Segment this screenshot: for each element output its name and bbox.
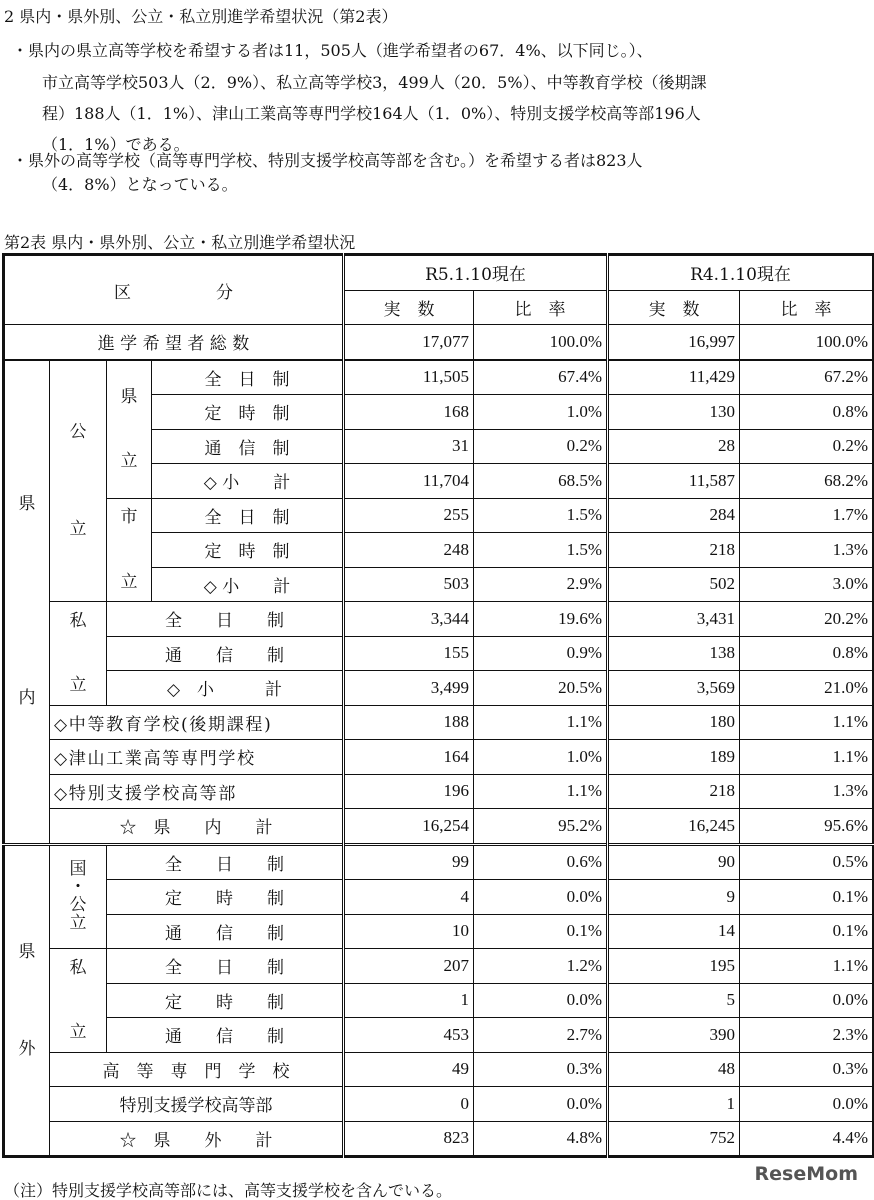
cell: 4.8% (474, 1121, 608, 1157)
cell: 130 (608, 395, 740, 430)
cell: 2.3% (740, 1018, 874, 1053)
cell: 100.0% (740, 325, 874, 360)
row-label: ◇中等教育学校(後期課程) (50, 705, 344, 740)
cell: 3,431 (608, 602, 740, 637)
group-national-public: 国 ・ 公 立 (50, 844, 107, 949)
cell: 11,429 (608, 360, 740, 395)
cell: 16,997 (608, 325, 740, 360)
cell: 503 (344, 567, 474, 602)
admission-table (2, 253, 874, 1158)
resemom-logo: ReseMom (754, 1163, 858, 1185)
cell: 453 (344, 1018, 474, 1053)
cell: 1.0% (474, 740, 608, 775)
row-label: ◇津山工業高等専門学校 (50, 740, 344, 775)
cell: 0.3% (474, 1052, 608, 1087)
cell: 68.5% (474, 464, 608, 499)
cell: 823 (344, 1121, 474, 1157)
group-kenritsu: 県 立 (107, 360, 152, 499)
cell: 49 (344, 1052, 474, 1087)
cell: 99 (344, 844, 474, 880)
cell: 255 (344, 498, 474, 533)
cell: 2.9% (474, 567, 608, 602)
row-label: 全 日 制 (107, 602, 344, 637)
cell: 9 (608, 880, 740, 915)
cell: 1.1% (740, 740, 874, 775)
cell: 16,245 (608, 809, 740, 845)
row-label: ◇ 小 計 (152, 464, 344, 499)
footnote: （注）特別支援学校高等部には、高等支援学校を含んでいる。 (4, 1181, 453, 1200)
cell: 1.0% (474, 395, 608, 430)
cell: 21.0% (740, 671, 874, 706)
cell: 31 (344, 429, 474, 464)
cell: 0.9% (474, 636, 608, 671)
cell: 0.8% (740, 395, 874, 430)
cell: 1.5% (474, 498, 608, 533)
table-row (4, 774, 874, 809)
table-row (4, 1087, 874, 1122)
cell: 90 (608, 844, 740, 880)
paragraph-line: 市立高等学校503人（2．9%）、私立高等学校3，499人（20．5%）、中等教育学校（後期課 (42, 73, 707, 92)
cell: 1.1% (474, 774, 608, 809)
row-label: ☆ 県 外 計 (50, 1121, 344, 1157)
cell: 20.2% (740, 602, 874, 637)
table-row (4, 636, 874, 671)
row-label: 通 信 制 (152, 429, 344, 464)
cell: 11,587 (608, 464, 740, 499)
row-label: ◇ 小 計 (152, 567, 344, 602)
cell: 0.0% (474, 1087, 608, 1122)
table-row (4, 705, 874, 740)
table-row (4, 880, 874, 915)
group-kennai: 県 内 (4, 360, 50, 845)
cell: 1.2% (474, 949, 608, 984)
cell: 16,254 (344, 809, 474, 845)
cell: 0.2% (740, 429, 874, 464)
cell: 14 (608, 914, 740, 949)
row-label: 特別支援学校高等部 (50, 1087, 344, 1122)
row-label: ☆ 県 内 計 (50, 809, 344, 845)
header-r5: R5.1.10現在 (344, 255, 608, 291)
cell: 95.6% (740, 809, 874, 845)
cell: 3.0% (740, 567, 874, 602)
table-row (4, 983, 874, 1018)
row-label: ◇特別支援学校高等部 (50, 774, 344, 809)
cell: 0.0% (740, 983, 874, 1018)
cell: 155 (344, 636, 474, 671)
row-label: 全 日 制 (107, 844, 344, 880)
cell: 502 (608, 567, 740, 602)
cell: 28 (608, 429, 740, 464)
cell: 1 (608, 1087, 740, 1122)
cell: 3,569 (608, 671, 740, 706)
cell: 189 (608, 740, 740, 775)
cell: 0.6% (474, 844, 608, 880)
row-label: 全 日 制 (152, 360, 344, 395)
row-label: 通 信 制 (107, 636, 344, 671)
cell: 1.1% (740, 705, 874, 740)
cell: 0.1% (474, 914, 608, 949)
row-label: 定 時 制 (152, 533, 344, 568)
table-row (4, 740, 874, 775)
cell: 196 (344, 774, 474, 809)
cell: 1.1% (474, 705, 608, 740)
cell: 48 (608, 1052, 740, 1087)
group-private: 私 立 (50, 949, 107, 1053)
cell: 0.1% (740, 914, 874, 949)
table-row (4, 1018, 874, 1053)
cell: 0.0% (474, 983, 608, 1018)
row-label: 定 時 制 (152, 395, 344, 430)
table-row (4, 844, 874, 880)
row-label: ◇ 小 計 (107, 671, 344, 706)
table-row (4, 498, 874, 533)
table-row (4, 360, 874, 395)
cell: 100.0% (474, 325, 608, 360)
cell: 1.3% (740, 774, 874, 809)
header-rate: 比 率 (740, 290, 874, 325)
cell: 1.1% (740, 949, 874, 984)
cell: 188 (344, 705, 474, 740)
cell: 218 (608, 774, 740, 809)
cell: 168 (344, 395, 474, 430)
cell: 17,077 (344, 325, 474, 360)
cell: 10 (344, 914, 474, 949)
table-row (4, 1052, 874, 1087)
cell: 68.2% (740, 464, 874, 499)
cell: 67.4% (474, 360, 608, 395)
cell: 0.2% (474, 429, 608, 464)
cell: 0.8% (740, 636, 874, 671)
cell: 0.1% (740, 880, 874, 915)
cell: 0.5% (740, 844, 874, 880)
cell: 19.6% (474, 602, 608, 637)
header-count: 実 数 (608, 290, 740, 325)
header-category: 区 分 (4, 255, 344, 325)
header-r4: R4.1.10現在 (608, 255, 874, 291)
header-count: 実 数 (344, 290, 474, 325)
table-row (4, 914, 874, 949)
table-row (4, 809, 874, 845)
row-label: 定 時 制 (107, 983, 344, 1018)
cell: 5 (608, 983, 740, 1018)
paragraph-line: 程）188人（1．1%）、津山工業高等専門学校164人（1．0%）、特別支援学校高等部196人 (42, 104, 701, 123)
cell: 164 (344, 740, 474, 775)
paragraph-line: （1．1%）である。 (42, 135, 190, 154)
cell: 390 (608, 1018, 740, 1053)
table-caption: 第2表 県内・県外別、公立・私立別進学希望状況 (4, 233, 356, 252)
cell: 3,344 (344, 602, 474, 637)
cell: 1.5% (474, 533, 608, 568)
section-heading: 2 県内・県外別、公立・私立別進学希望状況（第2表） (4, 7, 398, 26)
cell: 3,499 (344, 671, 474, 706)
row-label: 定 時 制 (107, 880, 344, 915)
cell: 67.2% (740, 360, 874, 395)
cell: 752 (608, 1121, 740, 1157)
cell: 11,704 (344, 464, 474, 499)
cell: 1 (344, 983, 474, 1018)
cell: 195 (608, 949, 740, 984)
group-kengai: 県 外 (4, 844, 50, 1157)
cell: 0.0% (740, 1087, 874, 1122)
table-row (4, 1121, 874, 1157)
table-row (4, 949, 874, 984)
cell: 138 (608, 636, 740, 671)
cell: 248 (344, 533, 474, 568)
header-rate: 比 率 (474, 290, 608, 325)
row-label: 全 日 制 (152, 498, 344, 533)
cell: 0 (344, 1087, 474, 1122)
table-row (4, 671, 874, 706)
cell: 1.3% (740, 533, 874, 568)
paragraph-line: ・県外の高等学校（高等専門学校、特別支援学校高等部を含む。）を希望する者は823人 (12, 151, 643, 170)
paragraph-line: （4．8%）となっている。 (42, 175, 238, 194)
row-label: 通 信 制 (107, 914, 344, 949)
group-kouritsu: 公 立 (50, 360, 107, 602)
cell: 207 (344, 949, 474, 984)
cell: 20.5% (474, 671, 608, 706)
paragraph-line: ・県内の県立高等学校を希望する者は11，505人（進学希望者の67．4%、以下同じ。）、 (12, 41, 653, 60)
cell: 0.3% (740, 1052, 874, 1087)
cell: 0.0% (474, 880, 608, 915)
row-label: 高 等 専 門 学 校 (50, 1052, 344, 1087)
row-label: 通 信 制 (107, 1018, 344, 1053)
cell: 4 (344, 880, 474, 915)
cell: 4.4% (740, 1121, 874, 1157)
cell: 284 (608, 498, 740, 533)
cell: 95.2% (474, 809, 608, 845)
cell: 2.7% (474, 1018, 608, 1053)
group-shiritsu: 市 立 (107, 498, 152, 602)
cell: 11,505 (344, 360, 474, 395)
cell: 218 (608, 533, 740, 568)
table-row (4, 602, 874, 637)
cell: 180 (608, 705, 740, 740)
row-label: 全 日 制 (107, 949, 344, 984)
total-label: 進 学 希 望 者 総 数 (4, 325, 344, 360)
group-private: 私 立 (50, 602, 107, 706)
cell: 1.7% (740, 498, 874, 533)
